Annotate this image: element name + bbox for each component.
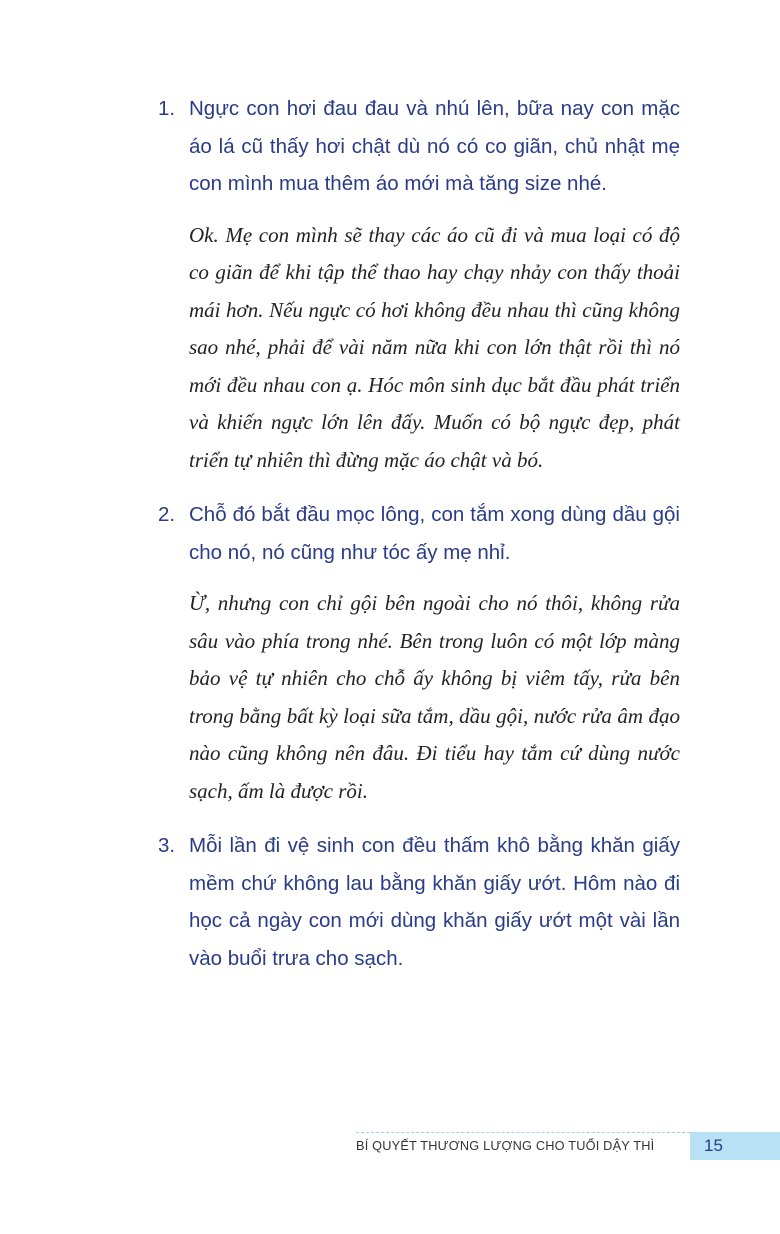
list-number: 3.	[158, 834, 176, 857]
question-text: Mỗi lần đi vệ sinh con đều thấm khô bằng khăn giấy mềm chứ không lau bằng khăn giấy ướt. Hôm nào đi học cả ngày con mới dùng khăn giấy ướt một vài lần vào buổi trưa cho sạch.	[189, 834, 680, 970]
qa-item-3	[158, 827, 680, 977]
question-2	[158, 496, 680, 571]
answer-1: Ok. Mẹ con mình sẽ thay các áo cũ đi và mua loại có độ co giãn để khi tập thể thao hay chạy nhảy con thấy thoải mái hơn. Nếu ngực có hơi không đều nhau thì cũng không sao nhé, phải để vài năm nữa khi con lớn thật rồi thì nó mới đều nhau con ạ. Hóc môn sinh dục bắt đầu phát triển và khiến ngực lớn lên đấy. Muốn có bộ ngực đẹp, phát triển tự nhiên thì đừng mặc áo chật và bó.	[189, 222, 680, 472]
page-number-badge	[690, 1132, 780, 1160]
list-number: 2.	[158, 503, 176, 526]
page-number: 15	[704, 1136, 723, 1155]
page-footer	[356, 1132, 780, 1160]
footer-dashed-rule	[356, 1132, 690, 1133]
list-number: 1.	[158, 97, 176, 120]
question-text: Ngực con hơi đau đau và nhú lên, bữa nay con mặc áo lá cũ thấy hơi chật dù nó có co giãn, chủ nhật mẹ con mình mua thêm áo mới mà tăng size nhé.	[189, 97, 680, 195]
question-1	[158, 90, 680, 203]
qa-item-2	[158, 496, 680, 810]
question-3	[158, 827, 680, 977]
question-text: Chỗ đó bắt đầu mọc lông, con tắm xong dùng dầu gội cho nó, nó cũng như tóc ấy mẹ nhỉ.	[189, 503, 680, 564]
qa-item-1	[158, 90, 680, 479]
running-title: BÍ QUYẾT THƯƠNG LƯỢNG CHO TUỔI DẬY THÌ	[356, 1138, 655, 1153]
answer-2: Ừ, nhưng con chỉ gội bên ngoài cho nó thôi, không rửa sâu vào phía trong nhé. Bên trong luôn có một lớp màng bảo vệ tự nhiên cho chỗ ấy không bị viêm tấy, rửa bên trong bằng bất kỳ loại sữa tắm, dầu gội, nước rửa âm đạo nào cũng không nên đâu. Đi tiểu hay tắm cứ dùng nước sạch, ấm là được rồi.	[189, 591, 680, 803]
qa-list	[158, 90, 680, 977]
